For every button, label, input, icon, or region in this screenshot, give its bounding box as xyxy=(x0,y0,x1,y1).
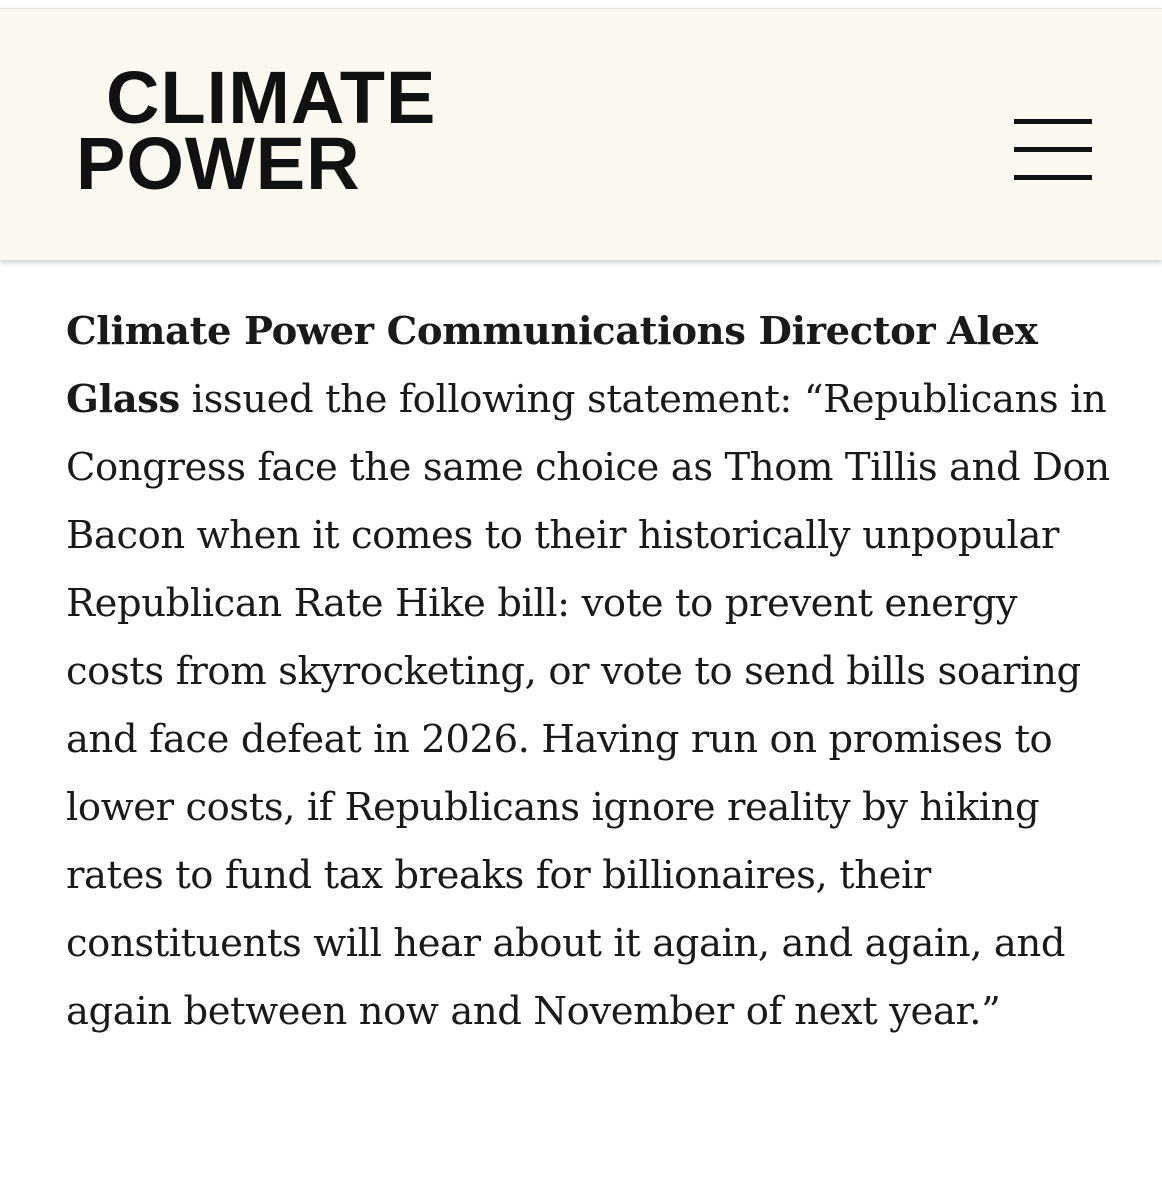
menu-bar xyxy=(1014,147,1092,152)
speaker-title: Climate Power Communications Director xyxy=(66,309,936,354)
statement-quote: “Republicans in Congress face the same choice as Thom Tillis and Don Bacon when it comes to their historically unpopular Republican Rate Hike bill: vote to prevent energy costs from skyrocketing, or vote to send bills soaring and face defeat in 2026. Having run on promises to lower costs, if Republicans ignore reality by hiking rates to fund tax breaks for billionaires, their constituents will hear about it again, and again, and again between now and November of next year.” xyxy=(66,377,1110,1034)
logo-line-2: POWER xyxy=(76,122,361,205)
site-header xyxy=(0,8,1162,260)
climate-power-logo[interactable] xyxy=(76,56,437,205)
speaker-name: Alex Glass xyxy=(66,309,1038,422)
hamburger-menu-icon[interactable] xyxy=(1014,119,1092,181)
menu-bar xyxy=(1014,119,1092,124)
logo-line-1: CLIMATE xyxy=(106,56,437,139)
menu-bar xyxy=(1014,175,1092,180)
intro-text: issued the following statement: xyxy=(179,377,792,422)
article-body xyxy=(66,298,1126,1046)
